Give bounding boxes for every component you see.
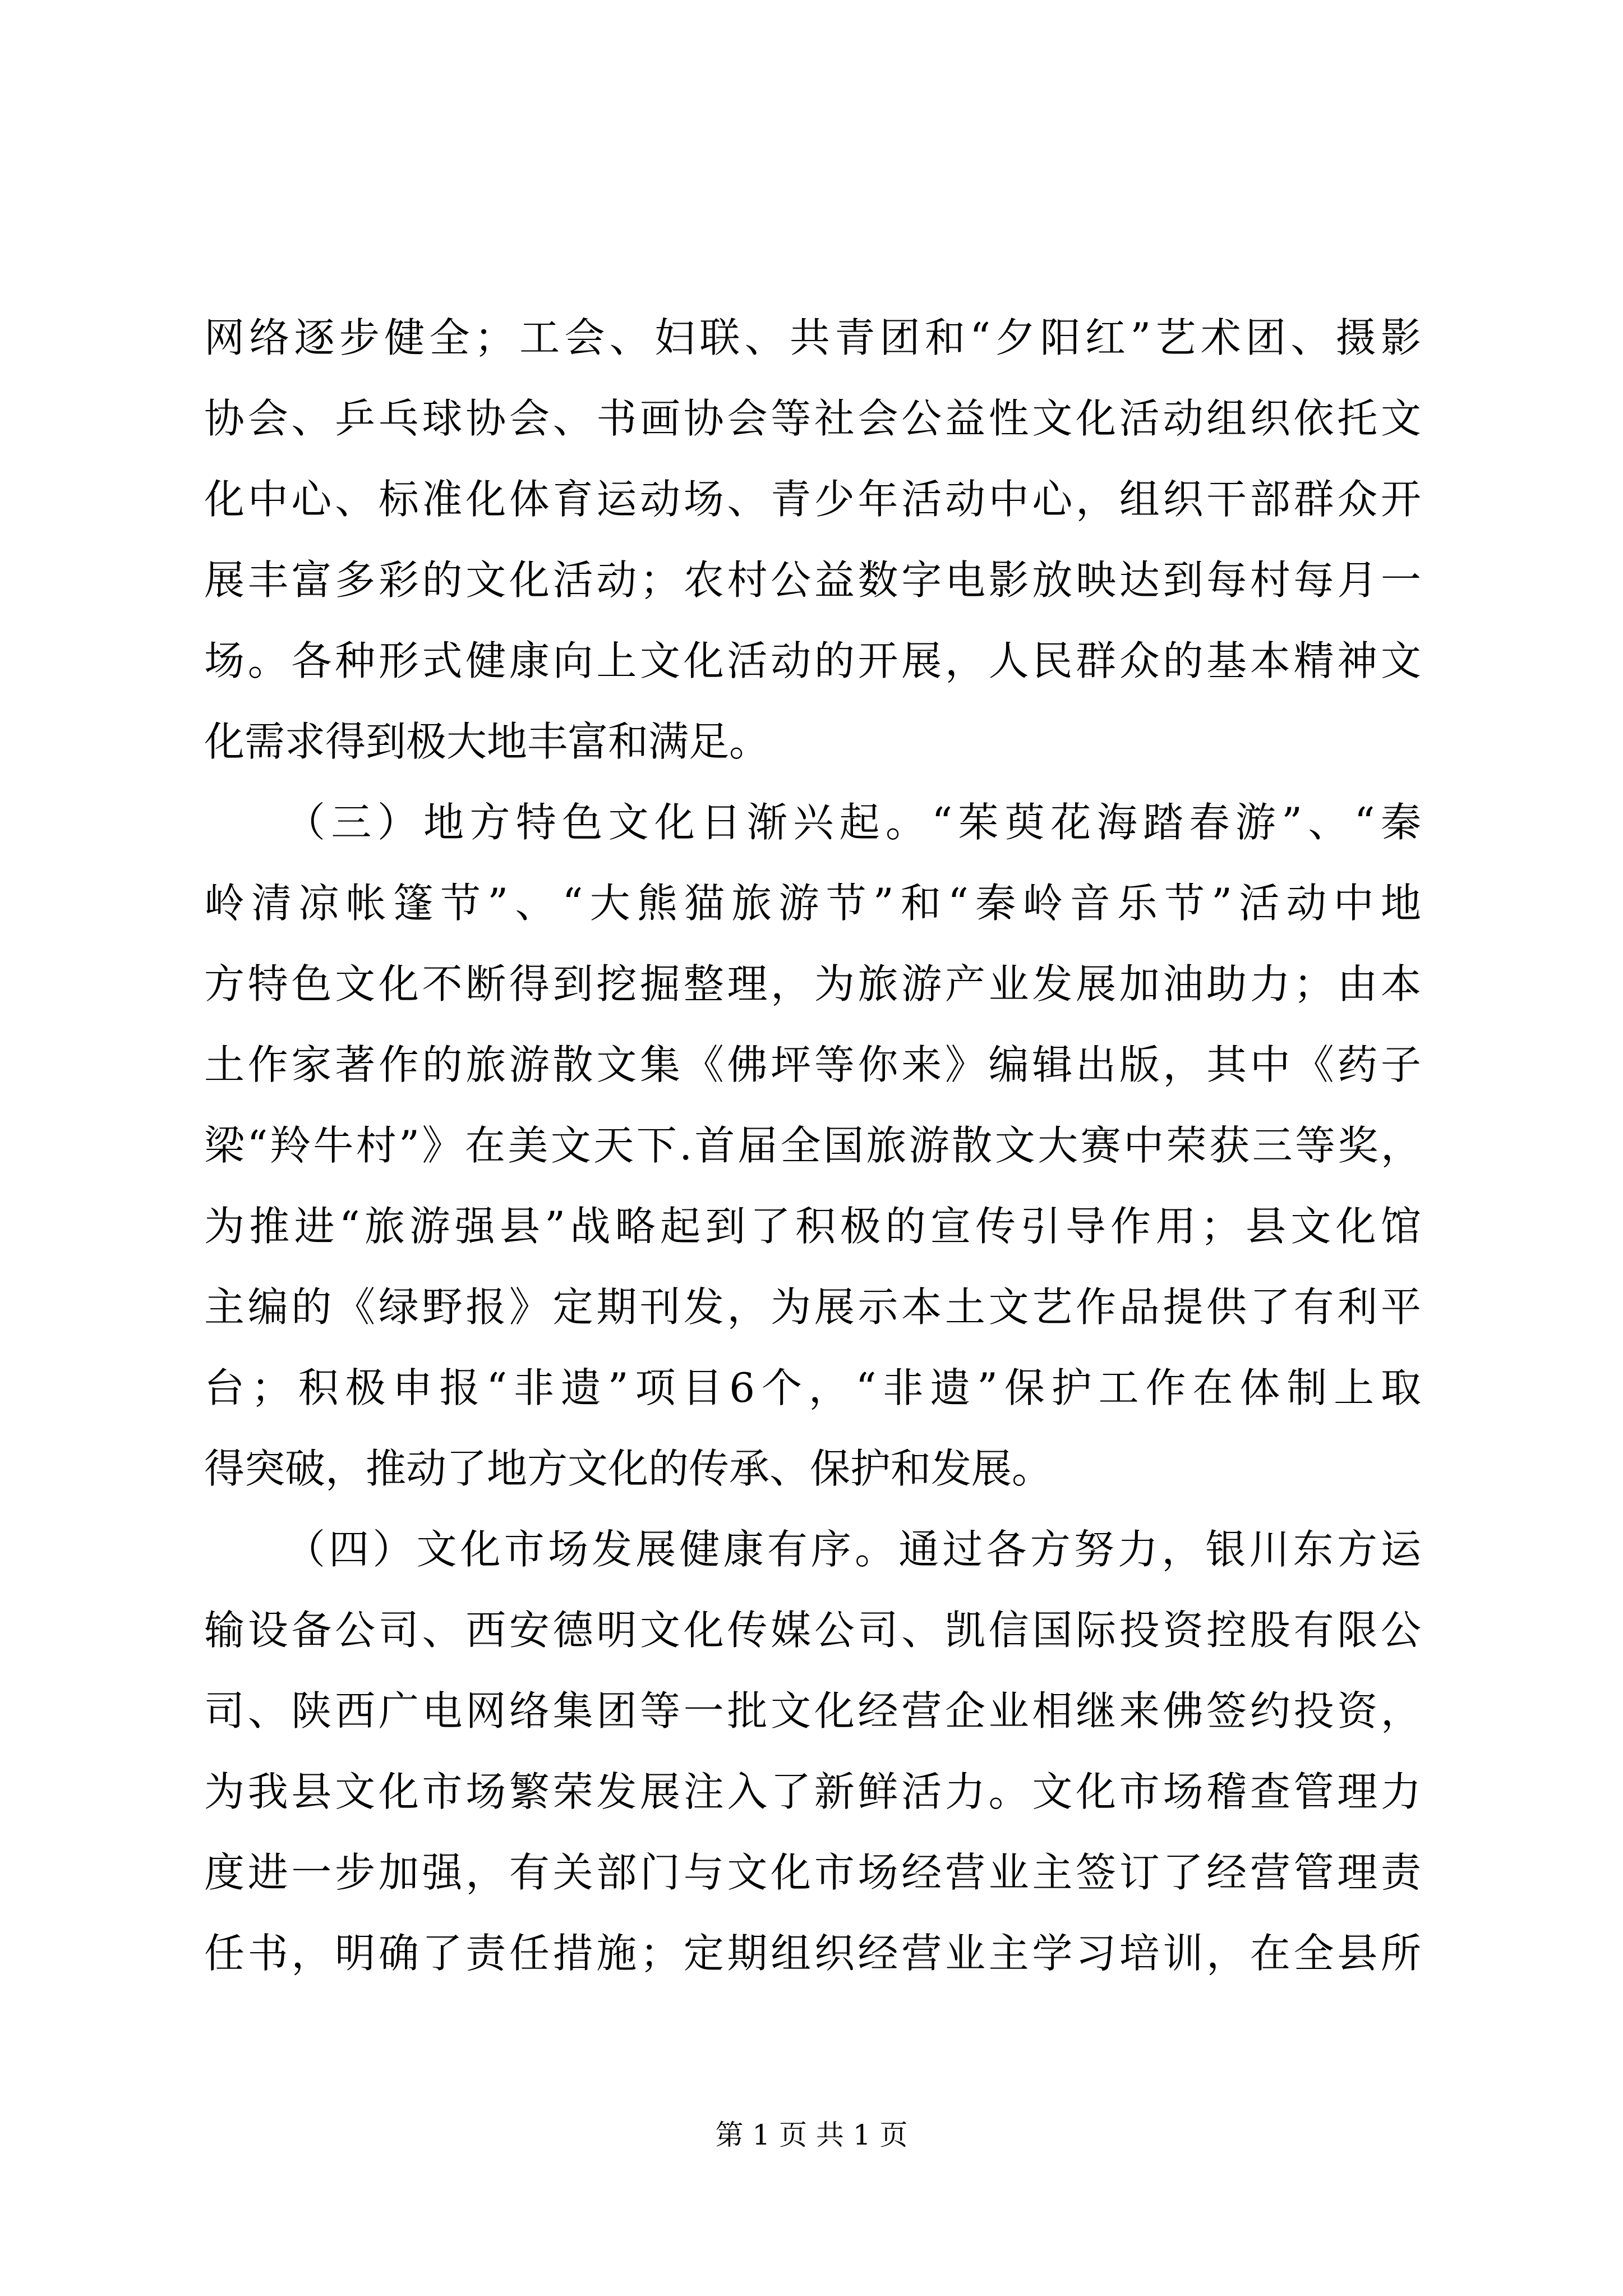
- text-line: 化中心、标准化体育运动场、青少年活动中心，组织干部群众开: [204, 476, 1421, 523]
- text-line: （三）地方特色文化日渐兴起。“茱萸花海踏春游”、“秦: [285, 799, 1421, 846]
- text-line: 场。各种形式健康向上文化活动的开展，人民群众的基本精神文: [204, 637, 1421, 684]
- text-line: 方特色文化不断得到挖掘整理，为旅游产业发展加油助力；由本: [204, 960, 1421, 1007]
- text-line: 台；积极申报“非遗”项目6个，“非遗”保护工作在体制上取: [204, 1364, 1421, 1411]
- text-line: 网络逐步健全；工会、妇联、共青团和“夕阳红”艺术团、摄影: [204, 314, 1421, 361]
- text-line: 为推进“旅游强县”战略起到了积极的宣传引导作用；县文化馆: [204, 1203, 1421, 1250]
- text-line: 岭清凉帐篷节”、“大熊猫旅游节”和“秦岭音乐节”活动中地: [204, 880, 1421, 927]
- text-line: 梁“羚牛村”》在美文天下.首届全国旅游散文大赛中荣获三等奖，: [204, 1122, 1421, 1169]
- text-line: 协会、乒乓球协会、书画协会等社会公益性文化活动组织依托文: [204, 395, 1421, 442]
- text-line: （四）文化市场发展健康有序。通过各方努力，银川东方运: [285, 1526, 1421, 1573]
- text-line: 化需求得到极大地丰富和满足。: [204, 718, 770, 765]
- text-line: 土作家著作的旅游散文集《佛坪等你来》编辑出版，其中《药子: [204, 1041, 1421, 1088]
- text-line: 为我县文化市场繁荣发展注入了新鲜活力。文化市场稽查管理力: [204, 1768, 1421, 1815]
- text-line: 司、陕西广电网络集团等一批文化经营企业相继来佛签约投资，: [204, 1687, 1421, 1734]
- text-line: 输设备公司、西安德明文化传媒公司、凯信国际投资控股有限公: [204, 1607, 1421, 1654]
- page-footer: [0, 2113, 1623, 2153]
- document-body: [204, 297, 1421, 1994]
- text-line: 得突破，推动了地方文化的传承、保护和发展。: [204, 1445, 1053, 1492]
- text-line: 主编的《绿野报》定期刊发，为展示本土文艺作品提供了有利平: [204, 1283, 1421, 1331]
- text-line: 展丰富多彩的文化活动；农村公益数字电影放映达到每村每月一: [204, 556, 1421, 604]
- text-line: 度进一步加强，有关部门与文化市场经营业主签订了经营管理责: [204, 1849, 1421, 1896]
- page-number-label: 第 1 页 共 1 页: [715, 2119, 908, 2151]
- text-line: 任书，明确了责任措施；定期组织经营业主学习培训，在全县所: [204, 1930, 1421, 1977]
